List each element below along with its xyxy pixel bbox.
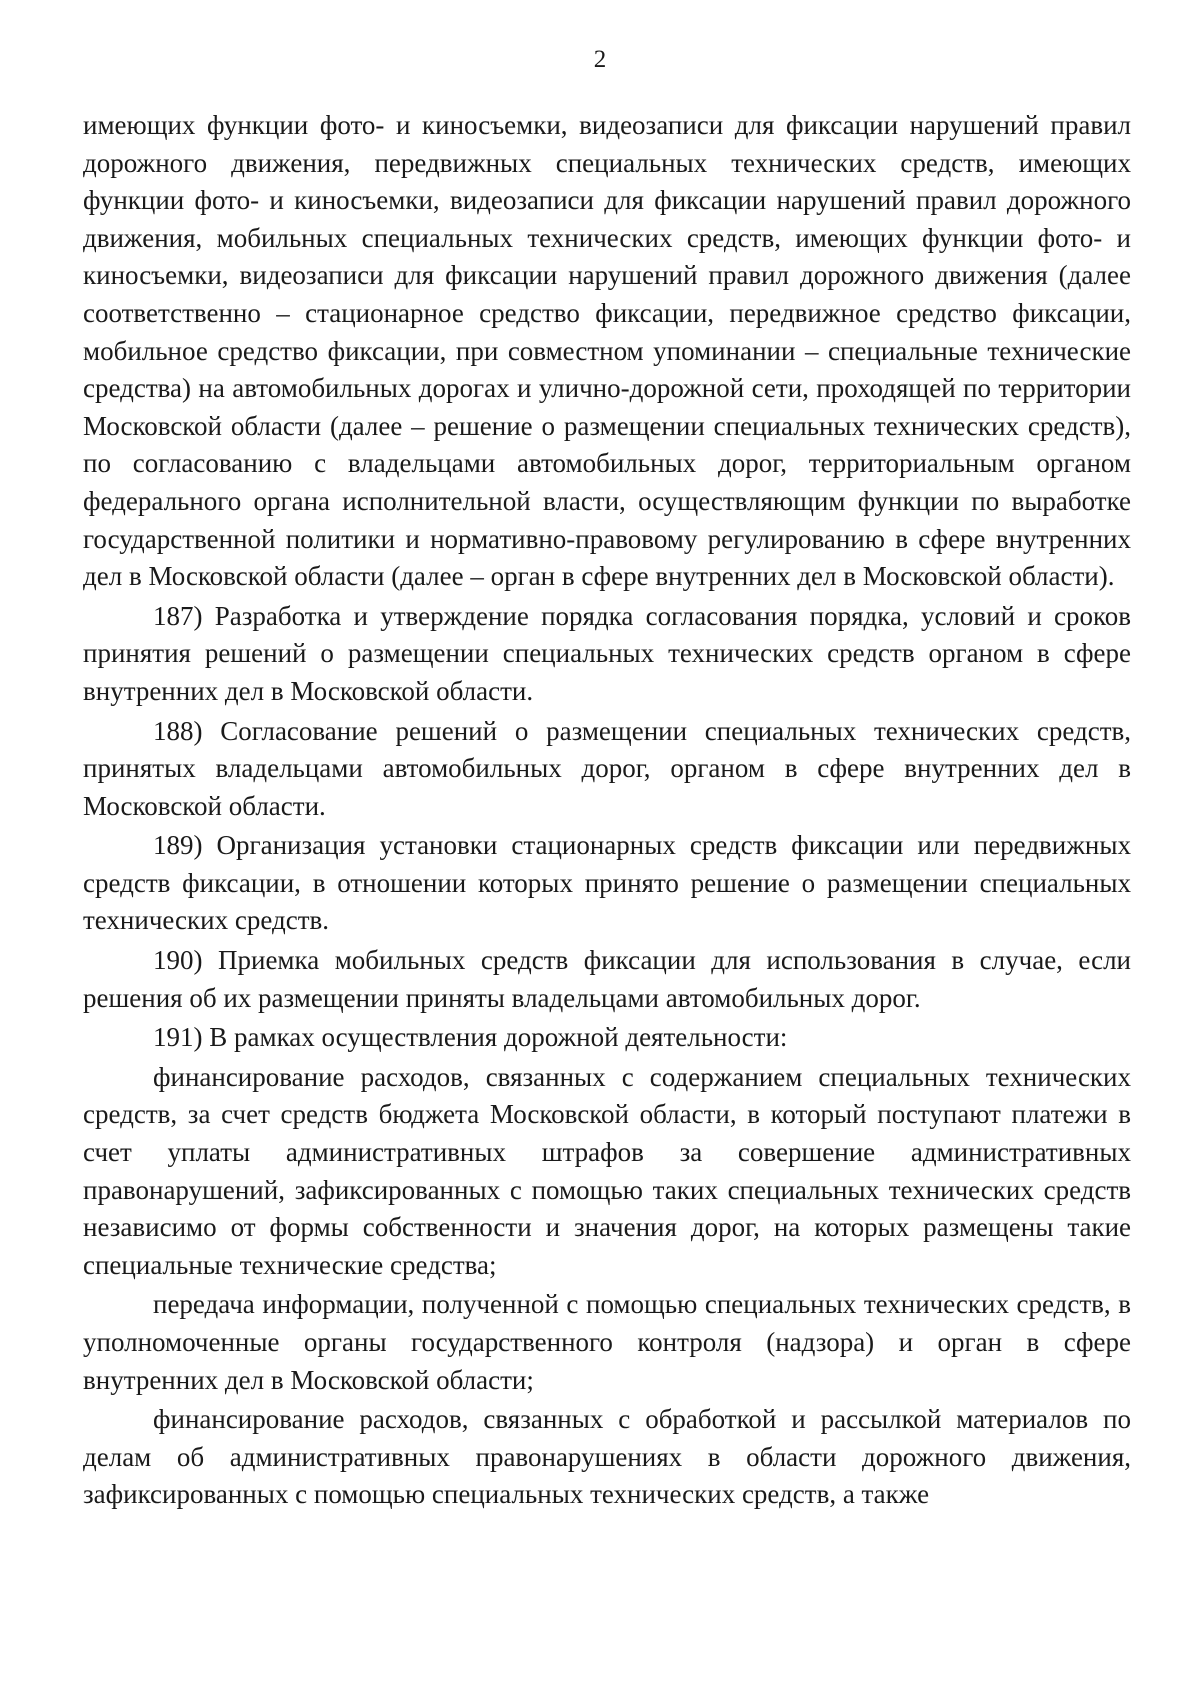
paragraph-item-187: 187) Разработка и утверждение порядка согласования порядка, условий и сроков принятия решений о размещении специальных технических средств органом в сфере внутренних дел в Московской области. — [83, 600, 1131, 706]
paragraph-item-190: 190) Приемка мобильных средств фиксации для использования в случае, если решения об их размещении приняты владельцами автомобильных дорог. — [83, 945, 1131, 1013]
paragraph-item-188: 188) Согласование решений о размещении специальных технических средств, принятых владельцами автомобильных дорог, органом в сфере внутренних дел в Московской области. — [83, 715, 1131, 821]
paragraph-item-191: 191) В рамках осуществления дорожной деятельности: — [153, 1022, 788, 1053]
document-body — [83, 107, 1131, 1516]
paragraph-financing-processing: финансирование расходов, связанных с обработкой и рассылкой материалов по делам об административных правонарушениях в области дорожного движения, зафиксированных с помощью специальных технических средств, а также — [83, 1404, 1131, 1510]
paragraph-information-transfer: передача информации, полученной с помощью специальных технических средств, в уполномоченные органы государственного контроля (надзора) и орган в сфере внутренних дел в Московской области; — [83, 1289, 1131, 1395]
paragraph-continuation: имеющих функции фото- и киносъемки, видеозаписи для фиксации нарушений правил дорожного движения, передвижных специальных технических средств, имеющих функции фото- и киносъемки, видеозаписи для фиксации нарушений правил дорожного движения, мобильных специальных технических средств, имеющих функции фото- и киносъемки, видеозаписи для фиксации нарушений правил дорожного движения (далее соответственно – стационарное средство фиксации, передвижное средство фиксации, мобильное средство фиксации, при совместном упоминании – специальные технические средства) на автомобильных дорогах и улично-дорожной сети, проходящей по территории Московской области (далее – решение о размещении специальных технических средств), по согласованию с владельцами автомобильных дорог, территориальным органом федерального органа исполнительной власти, осуществляющим функции по выработке государственной политики и нормативно-правовому регулированию в сфере внутренних дел в Московской области (далее – орган в сфере внутренних дел в Московской области). — [83, 110, 1131, 592]
page-number: 2 — [593, 46, 607, 73]
paragraph-item-189: 189) Организация установки стационарных средств фиксации или передвижных средств фиксации, в отношении которых принято решение о размещении специальных технических средств. — [83, 830, 1131, 936]
paragraph-financing-maintenance: финансирование расходов, связанных с содержанием специальных технических средств, за счет средств бюджета Московской области, в который поступают платежи в счет уплаты административных штрафов за совершение административных правонарушений, зафиксированных с помощью таких специальных технических средств независимо от формы собственности и значения дорог, на которых размещены такие специальные технические средства; — [83, 1061, 1131, 1280]
